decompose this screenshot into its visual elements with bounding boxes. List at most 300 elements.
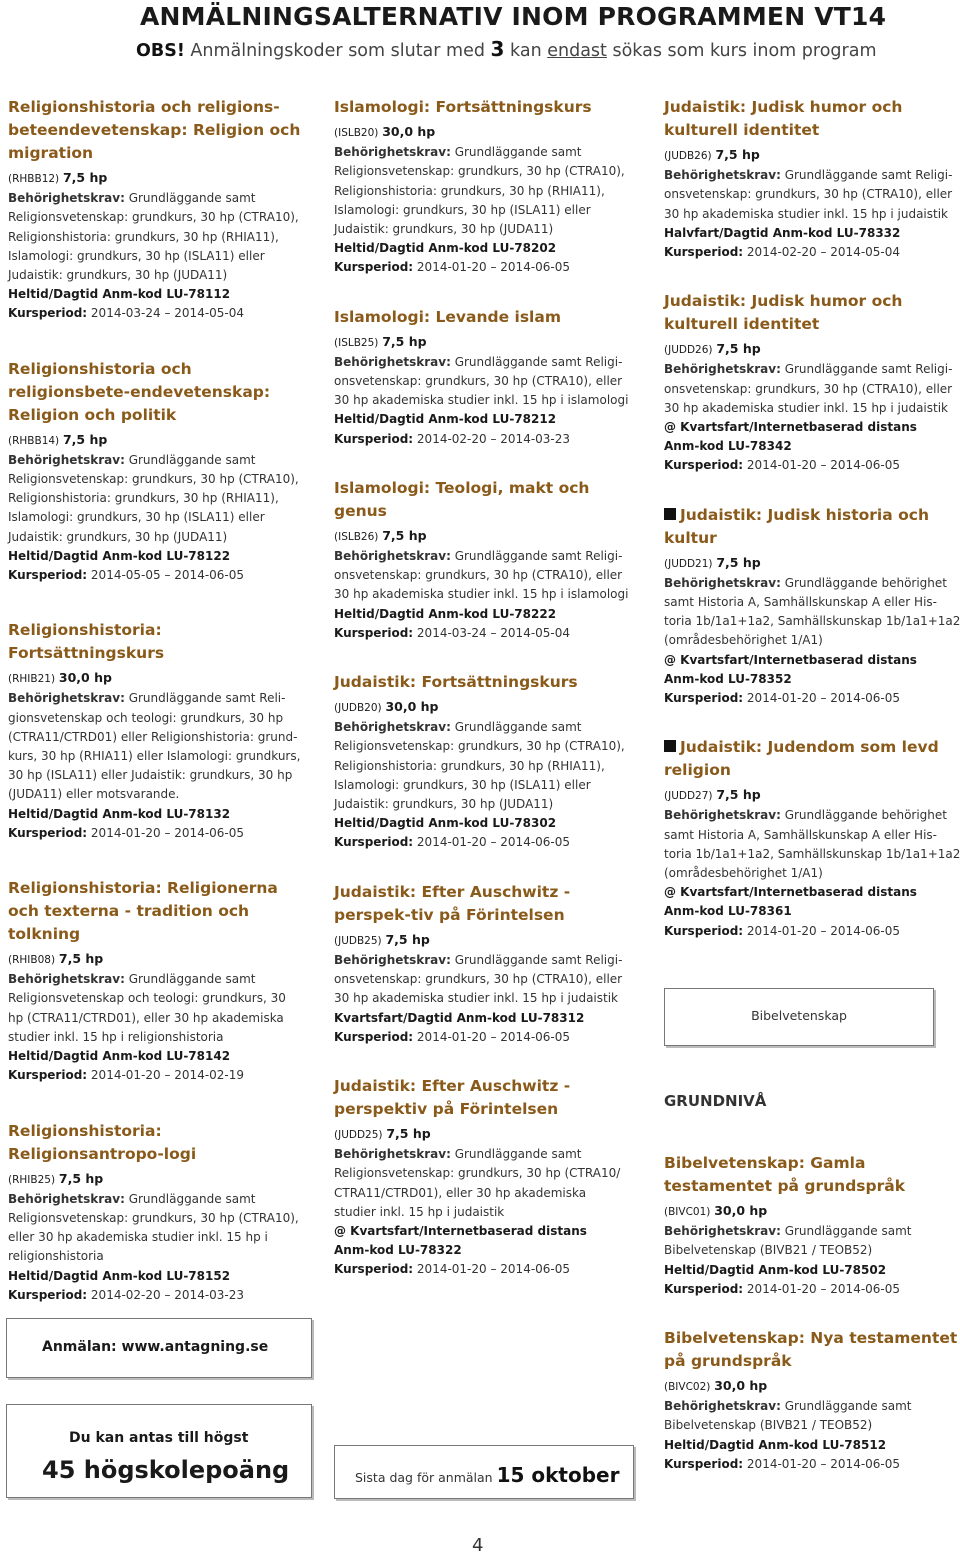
requirement-label: Behörighetskrav: — [334, 354, 451, 369]
study-mode: @ Kvartsfart/Internetbaserad distans — [334, 1223, 587, 1238]
course-period-line — [664, 456, 960, 475]
course-period-label: Kursperiod: — [8, 306, 88, 321]
course-entry — [334, 96, 632, 278]
course-title-text: Religionshistoria: Religionerna och texterna - tradition och tolkning — [8, 879, 278, 944]
course-period-label: Kursperiod: — [334, 260, 414, 275]
course-period: 2014-01-20 – 2014-06-05 — [746, 923, 901, 938]
course-period: 2014-02-20 – 2014-05-04 — [746, 245, 901, 260]
requirement-text: toria 1b/1a1+1a2, Samhällskunskap 1b/1a1+1a2 — [664, 846, 960, 861]
requirement-line — [8, 1247, 306, 1266]
course-period-line — [334, 258, 632, 277]
requirement-text: Grundläggande samt Religi- — [454, 549, 623, 564]
requirement-line — [334, 162, 632, 181]
requirement-line — [664, 185, 960, 204]
requirement-line — [664, 1222, 960, 1241]
course-title — [334, 881, 632, 927]
course-code: (RHIB25) — [8, 1173, 56, 1186]
course-credits: 30,0 hp — [382, 124, 436, 139]
application-code: Heltid/Dagtid Anm-kod LU-78302 — [334, 816, 557, 831]
course-period-label: Kursperiod: — [664, 1281, 744, 1296]
course-title-text: Bibelvetenskap: Nya testamentet på grundspråk — [664, 1329, 958, 1371]
course-credits: 7,5 hp — [62, 431, 108, 447]
requirement-text: (CTRA11/CTRD01) eller Religionshistoria: grund- — [8, 729, 298, 744]
requirement-line — [334, 1203, 632, 1222]
requirement-line — [334, 547, 632, 566]
course-entry — [334, 477, 632, 643]
requirement-text: Grundläggande behörighet — [784, 808, 947, 823]
course-title — [334, 477, 632, 523]
course-code-line — [334, 697, 632, 718]
bullet-square-icon — [664, 508, 676, 520]
requirement-line — [8, 508, 306, 527]
course-title-text: Religionshistoria: Fortsättningskurs — [8, 621, 165, 663]
requirement-line — [8, 208, 306, 227]
course-title — [664, 96, 960, 142]
course-code: (ISLB25) — [334, 336, 379, 349]
requirement-text: Religionshistoria: grundkurs, 30 hp (RHIA11), — [334, 183, 605, 198]
course-credits: 7,5 hp — [62, 170, 108, 185]
course-code-line — [8, 168, 306, 189]
requirement-text: Grundläggande samt Religi- — [784, 168, 953, 183]
max-credits-box: Du kan antas till högst 45 högskolepoäng — [6, 1404, 312, 1498]
course-code-line — [8, 949, 306, 970]
requirement-line — [664, 612, 960, 631]
course-code-line — [334, 332, 632, 353]
course-period-line — [8, 304, 306, 323]
requirement-label: Behörighetskrav: — [334, 1147, 451, 1162]
requirement-line — [664, 845, 960, 864]
course-title-text: Judaistik: Judisk humor och kulturell identitet — [664, 98, 903, 139]
course-entry — [8, 1120, 306, 1305]
requirement-label: Behörighetskrav: — [664, 1399, 781, 1414]
requirement-line — [664, 360, 960, 379]
section-heading-grundniva: GRUNDNIVÅ — [664, 1092, 767, 1110]
course-credits: 7,5 hp — [716, 787, 761, 803]
course-code: (JUDD26) — [664, 344, 713, 357]
course-title — [664, 1152, 960, 1198]
course-period-label: Kursperiod: — [8, 568, 88, 583]
course-period-label: Kursperiod: — [664, 1456, 744, 1471]
course-entry — [8, 358, 306, 586]
course-period-line — [8, 1286, 306, 1305]
course-code-line — [664, 339, 960, 360]
study-mode: @ Kvartsfart/Internetbaserad distans — [664, 420, 917, 435]
course-credits: 7,5 hp — [716, 554, 761, 570]
requirement-line — [8, 728, 306, 747]
course-credits: 7,5 hp — [382, 527, 427, 543]
course-credits: 7,5 hp — [716, 341, 761, 357]
course-period-line — [334, 430, 632, 449]
requirement-line — [8, 189, 306, 208]
course-title-text: Religionshistoria: Religionsantropo-logi — [8, 1121, 197, 1163]
requirement-text: Religionsvetenskap: grundkurs, 30 hp (CTRA10), — [334, 164, 625, 179]
course-title-text: Islamologi: Levande islam — [334, 307, 561, 326]
course-period-line — [664, 1455, 960, 1474]
course-code: (RHIB21) — [8, 673, 56, 686]
requirement-line — [8, 451, 306, 470]
course-title-text: Judaistik: Efter Auschwitz - perspektiv på Förintelsen — [334, 1076, 571, 1118]
course-period-line — [8, 1066, 306, 1085]
requirement-line — [8, 266, 306, 285]
requirement-line — [334, 143, 632, 162]
course-title — [664, 736, 960, 782]
application-code: Halvfart/Dagtid Anm-kod LU-78332 — [664, 225, 901, 240]
application-code: Kvartsfart/Dagtid Anm-kod LU-78312 — [334, 1010, 585, 1025]
requirement-line — [334, 353, 632, 372]
course-credits: 7,5 hp — [382, 333, 427, 349]
requirement-line — [664, 574, 960, 593]
course-period-line — [664, 243, 960, 262]
course-credits: 7,5 hp — [385, 931, 430, 947]
requirement-text: Judaistik: grundkurs, 30 hp (JUDA11) — [8, 268, 228, 283]
course-credits: 7,5 hp — [58, 1170, 104, 1186]
requirement-text: 30 hp akademiska studier inkl. 15 hp i islamologi — [334, 393, 629, 408]
course-code: (BIVC01) — [664, 1206, 711, 1218]
course-entry — [664, 1152, 960, 1299]
course-credits: 7,5 hp — [58, 951, 104, 967]
requirement-line — [334, 182, 632, 201]
course-period-label: Kursperiod: — [334, 1262, 414, 1277]
course-code-line — [664, 1201, 960, 1222]
course-entry — [664, 504, 960, 709]
course-title-text: Judaistik: Judisk historia och kultur — [664, 505, 929, 547]
requirement-text: (JUDA11) eller motsvarande. — [8, 787, 180, 802]
application-code: Heltid/Dagtid Anm-kod LU-78152 — [8, 1268, 231, 1283]
requirement-line — [8, 785, 306, 804]
requirement-text: samt Historia A, Samhällskunskap A eller His- — [664, 827, 937, 842]
course-title-text: Bibelvetenskap: Gamla testamentet på grundspråk — [664, 1154, 906, 1195]
requirement-label: Behörighetskrav: — [8, 972, 125, 987]
requirement-line — [8, 709, 306, 728]
column-2 — [334, 96, 632, 1280]
course-code-line — [334, 526, 632, 547]
column-1 — [8, 96, 306, 1305]
course-period: 2014-01-20 – 2014-02-19 — [90, 1068, 245, 1083]
course-period-label: Kursperiod: — [334, 431, 414, 446]
course-credits: 7,5 hp — [715, 147, 760, 162]
requirement-text: Religionsvetenskap: grundkurs, 30 hp (CTRA10), — [8, 1210, 299, 1225]
course-period: 2014-03-24 – 2014-05-04 — [416, 625, 571, 640]
requirement-text: 30 hp akademiska studier inkl. 15 hp i judaistik — [664, 206, 948, 221]
requirement-text: (områdesbehörighet 1/A1) — [664, 633, 823, 648]
requirement-text: Bibelvetenskap (BIVB21 / TEOB52) — [664, 1243, 873, 1258]
requirement-line — [334, 220, 632, 239]
course-title-text: Judaistik: Judisk humor och kulturell identitet — [664, 292, 903, 334]
requirement-text: Grundläggande samt — [784, 1399, 912, 1414]
requirement-line — [8, 747, 306, 766]
course-title-text: Religionshistoria och religions-beteendevetenskap: Religion och migration — [8, 98, 301, 162]
requirement-line — [334, 718, 632, 737]
requirement-line — [334, 1164, 632, 1183]
course-code-line — [8, 430, 306, 451]
course-title — [8, 96, 306, 165]
course-period: 2014-01-20 – 2014-06-05 — [90, 825, 245, 840]
course-code-line — [334, 930, 632, 951]
course-period-line — [334, 1028, 632, 1047]
requirement-line — [664, 205, 960, 224]
course-period-label: Kursperiod: — [334, 625, 414, 640]
requirement-line — [8, 1009, 306, 1028]
course-period: 2014-02-20 – 2014-03-23 — [90, 1287, 245, 1302]
course-title-text: Judaistik: Fortsättningskurs — [334, 673, 578, 692]
requirement-text: Islamologi: grundkurs, 30 hp (ISLA11) eller — [8, 510, 265, 525]
course-period-line — [334, 1260, 632, 1279]
course-title — [8, 1120, 306, 1166]
course-period: 2014-01-20 – 2014-06-05 — [746, 1456, 901, 1471]
requirement-text: Religionsvetenskap: grundkurs, 30 hp (CTRA10/ — [334, 1166, 621, 1181]
course-entry — [334, 306, 632, 449]
requirement-line — [664, 1241, 960, 1260]
requirement-line — [334, 951, 632, 970]
requirement-text: religionshistoria — [8, 1249, 104, 1264]
page-number: 4 — [472, 1535, 484, 1556]
application-code: Heltid/Dagtid Anm-kod LU-78212 — [334, 412, 557, 427]
requirement-text: Grundläggande samt — [454, 720, 582, 735]
course-title — [334, 96, 632, 119]
requirement-text: Grundläggande samt — [784, 1224, 912, 1239]
application-code: Anm-kod LU-78322 — [334, 1243, 462, 1258]
course-period-label: Kursperiod: — [334, 835, 414, 850]
column-3-lower — [664, 1152, 960, 1474]
course-code-line — [8, 668, 306, 689]
requirement-label: Behörighetskrav: — [664, 808, 781, 823]
course-title — [664, 1327, 960, 1373]
requirement-line — [334, 970, 632, 989]
application-code: Heltid/Dagtid Anm-kod LU-78112 — [8, 287, 231, 302]
requirement-text: Religionsvetenskap och teologi: grundkurs, 30 — [8, 991, 286, 1006]
course-period: 2014-01-20 – 2014-06-05 — [746, 691, 901, 706]
requirement-text: onsvetenskap: grundkurs, 30 hp (CTRA10), eller — [664, 381, 953, 396]
course-code: (JUDB25) — [334, 934, 382, 947]
requirement-line — [334, 566, 632, 585]
requirement-text: Islamologi: grundkurs, 30 hp (ISLA11) eller — [334, 202, 591, 217]
application-code: Heltid/Dagtid Anm-kod LU-78502 — [664, 1262, 887, 1277]
requirement-text: Grundläggande samt — [454, 145, 582, 160]
course-title — [8, 877, 306, 946]
course-period-label: Kursperiod: — [8, 1068, 88, 1083]
requirement-text: Religionsvetenskap: grundkurs, 30 hp (CTRA10), — [334, 739, 625, 754]
course-title — [8, 619, 306, 665]
requirement-text: onsvetenskap: grundkurs, 30 hp (CTRA10), eller — [664, 187, 953, 202]
requirement-line — [334, 757, 632, 776]
course-title — [334, 1075, 632, 1121]
course-code-line — [8, 1169, 306, 1190]
course-period-label: Kursperiod: — [664, 923, 744, 938]
section-box-bibelvetenskap: Bibelvetenskap — [664, 988, 934, 1046]
requirement-text: Grundläggande samt — [128, 972, 256, 987]
course-code-line — [664, 145, 960, 166]
antagning-link-box[interactable]: Anmälan: www.antagning.se — [6, 1318, 312, 1378]
course-period-label: Kursperiod: — [8, 1287, 88, 1302]
requirement-text: Grundläggande samt — [128, 452, 256, 467]
requirement-line — [664, 631, 960, 650]
requirement-line — [664, 826, 960, 845]
course-period-label: Kursperiod: — [664, 458, 744, 473]
course-code-line — [664, 785, 960, 806]
requirement-text: Grundläggande samt Religi- — [454, 952, 623, 967]
requirement-text: Judaistik: grundkurs, 30 hp (JUDA11) — [334, 222, 554, 237]
course-code-line — [664, 553, 960, 574]
course-period: 2014-01-20 – 2014-06-05 — [746, 1281, 901, 1296]
requirement-line — [664, 864, 960, 883]
course-period: 2014-01-20 – 2014-06-05 — [416, 1029, 571, 1044]
requirement-line — [8, 228, 306, 247]
requirement-text: Grundläggande samt Religi- — [784, 362, 953, 377]
requirement-text: 30 hp akademiska studier inkl. 15 hp i judaistik — [334, 991, 618, 1006]
course-credits: 30,0 hp — [714, 1378, 768, 1394]
course-period-label: Kursperiod: — [8, 825, 88, 840]
requirement-text: onsvetenskap: grundkurs, 30 hp (CTRA10), eller — [334, 568, 623, 583]
requirement-line — [664, 1416, 960, 1435]
course-code: (JUDB26) — [664, 150, 712, 162]
study-mode: @ Kvartsfart/Internetbaserad distans — [664, 652, 917, 667]
requirement-label: Behörighetskrav: — [334, 720, 451, 735]
bullet-square-icon — [664, 740, 676, 752]
requirement-line — [8, 1209, 306, 1228]
requirement-text: studier inkl. 15 hp i religionshistoria — [8, 1029, 224, 1044]
requirement-line — [8, 689, 306, 708]
requirement-line — [8, 766, 306, 785]
deadline-box: Sista dag för anmälan 15 oktober — [334, 1445, 634, 1499]
page-title: ANMÄLNINGSALTERNATIV INOM PROGRAMMEN VT14 — [140, 2, 887, 31]
requirement-label: Behörighetskrav: — [8, 1191, 125, 1206]
requirement-line — [8, 1190, 306, 1209]
course-code: (JUDB20) — [334, 702, 382, 715]
requirement-text: toria 1b/1a1+1a2, Samhällskunskap 1b/1a1+1a2 — [664, 614, 960, 629]
requirement-line — [8, 470, 306, 489]
course-period-line — [664, 922, 960, 941]
course-code: (JUDD27) — [664, 790, 713, 803]
requirement-text: studier inkl. 15 hp i judaistik — [334, 1204, 505, 1219]
requirement-label: Behörighetskrav: — [334, 145, 451, 160]
requirement-text: Islamologi: grundkurs, 30 hp (ISLA11) eller — [334, 777, 591, 792]
requirement-text: kurs, 30 hp (RHIA11) eller Islamologi: grundkurs, — [8, 749, 301, 764]
course-code-line — [664, 1376, 960, 1397]
course-period: 2014-01-20 – 2014-06-05 — [416, 835, 571, 850]
course-period: 2014-05-05 – 2014-06-05 — [90, 568, 245, 583]
requirement-text: gionsvetenskap och teologi: grundkurs, 30 hp — [8, 710, 284, 725]
requirement-line — [664, 1397, 960, 1416]
course-period-label: Kursperiod: — [334, 1029, 414, 1044]
course-code: (RHBB12) — [8, 173, 60, 185]
requirement-text: samt Historia A, Samhällskunskap A eller His- — [664, 595, 937, 610]
requirement-text: hp (CTRA11/CTRD01), eller 30 hp akademiska — [8, 1010, 284, 1025]
requirement-line — [334, 1145, 632, 1164]
requirement-line — [664, 399, 960, 418]
course-entry — [664, 290, 960, 475]
requirement-text: 30 hp (ISLA11) eller Judaistik: grundkurs, 30 hp — [8, 768, 293, 783]
requirement-line — [664, 593, 960, 612]
requirement-text: Grundläggande samt — [128, 1191, 256, 1206]
course-code: (ISLB20) — [334, 127, 379, 139]
course-entry — [334, 1075, 632, 1280]
requirement-line — [334, 391, 632, 410]
requirement-text: Grundläggande samt Religi- — [454, 354, 623, 369]
requirement-label: Behörighetskrav: — [664, 168, 781, 183]
course-period-line — [334, 624, 632, 643]
requirement-text: Judaistik: grundkurs, 30 hp (JUDA11) — [8, 529, 228, 544]
course-entry — [8, 96, 306, 324]
requirement-label: Behörighetskrav: — [8, 191, 125, 206]
requirement-line — [8, 489, 306, 508]
requirement-text: Grundläggande behörighet — [784, 575, 947, 590]
requirement-text: CTRA11/CTRD01), eller 30 hp akademiska — [334, 1185, 587, 1200]
requirement-text: 30 hp akademiska studier inkl. 15 hp i islamologi — [334, 587, 629, 602]
course-entry — [664, 1327, 960, 1474]
requirement-line — [334, 372, 632, 391]
course-title — [664, 504, 960, 550]
requirement-label: Behörighetskrav: — [8, 452, 125, 467]
course-title-text: Religionshistoria och religionsbete-endevetenskap: Religion och politik — [8, 359, 271, 424]
application-code: Anm-kod LU-78352 — [664, 671, 792, 686]
course-entry — [664, 96, 960, 262]
course-code: (JUDD21) — [664, 557, 713, 570]
course-period-line — [334, 833, 632, 852]
course-period: 2014-01-20 – 2014-06-05 — [746, 458, 901, 473]
application-code: Heltid/Dagtid Anm-kod LU-78222 — [334, 606, 557, 621]
course-credits: 7,5 hp — [386, 1125, 431, 1141]
requirement-line — [334, 795, 632, 814]
requirement-label: Behörighetskrav: — [664, 362, 781, 377]
application-code: Heltid/Dagtid Anm-kod LU-78512 — [664, 1437, 887, 1452]
application-code: Heltid/Dagtid Anm-kod LU-78122 — [8, 548, 231, 563]
course-period: 2014-02-20 – 2014-03-23 — [416, 431, 571, 446]
study-mode: @ Kvartsfart/Internetbaserad distans — [664, 885, 917, 900]
column-3 — [664, 96, 960, 941]
requirement-text: Judaistik: grundkurs, 30 hp (JUDA11) — [334, 797, 554, 812]
requirement-label: Behörighetskrav: — [334, 549, 451, 564]
application-code: Anm-kod LU-78342 — [664, 439, 792, 454]
course-code-line — [334, 1124, 632, 1145]
requirement-text: Religionsvetenskap: grundkurs, 30 hp (CTRA10), — [8, 472, 299, 487]
requirement-text: Bibelvetenskap (BIVB21 / TEOB52) — [664, 1418, 873, 1433]
application-code: Anm-kod LU-78361 — [664, 904, 792, 919]
requirement-line — [8, 970, 306, 989]
requirement-text: Grundläggande samt — [128, 191, 256, 206]
course-code: (RHIB08) — [8, 954, 56, 967]
application-code: Heltid/Dagtid Anm-kod LU-78202 — [334, 241, 557, 256]
course-credits: 30,0 hp — [714, 1203, 768, 1218]
requirement-line — [334, 201, 632, 220]
requirement-line — [8, 1028, 306, 1047]
course-period-label: Kursperiod: — [664, 691, 744, 706]
requirement-text: Religionshistoria: grundkurs, 30 hp (RHIA11), — [8, 229, 279, 244]
course-code: (ISLB26) — [334, 530, 379, 543]
course-entry — [8, 877, 306, 1085]
course-entry — [664, 736, 960, 941]
course-title — [334, 671, 632, 694]
requirement-text: onsvetenskap: grundkurs, 30 hp (CTRA10), eller — [334, 972, 623, 987]
course-title-text: Judaistik: Efter Auschwitz - perspek-tiv på Förintelsen — [334, 882, 571, 924]
requirement-text: Religionshistoria: grundkurs, 30 hp (RHIA11), — [8, 491, 279, 506]
course-period-label: Kursperiod: — [664, 245, 744, 260]
requirement-text: Islamologi: grundkurs, 30 hp (ISLA11) eller — [8, 248, 265, 263]
course-credits: 30,0 hp — [385, 699, 439, 715]
requirement-line — [8, 528, 306, 547]
course-period-line — [8, 566, 306, 585]
course-code-line — [334, 122, 632, 143]
requirement-line — [8, 989, 306, 1008]
requirement-text: Grundläggande samt — [454, 1147, 582, 1162]
course-period: 2014-01-20 – 2014-06-05 — [416, 260, 571, 275]
requirement-text: onsvetenskap: grundkurs, 30 hp (CTRA10), eller — [334, 374, 623, 389]
requirement-text: Religionshistoria: grundkurs, 30 hp (RHIA11), — [334, 758, 605, 773]
requirement-line — [334, 1184, 632, 1203]
course-period: 2014-03-24 – 2014-05-04 — [90, 306, 245, 321]
requirement-text: Religionsvetenskap: grundkurs, 30 hp (CTRA10), — [8, 210, 299, 225]
course-title — [664, 290, 960, 336]
requirement-line — [8, 247, 306, 266]
